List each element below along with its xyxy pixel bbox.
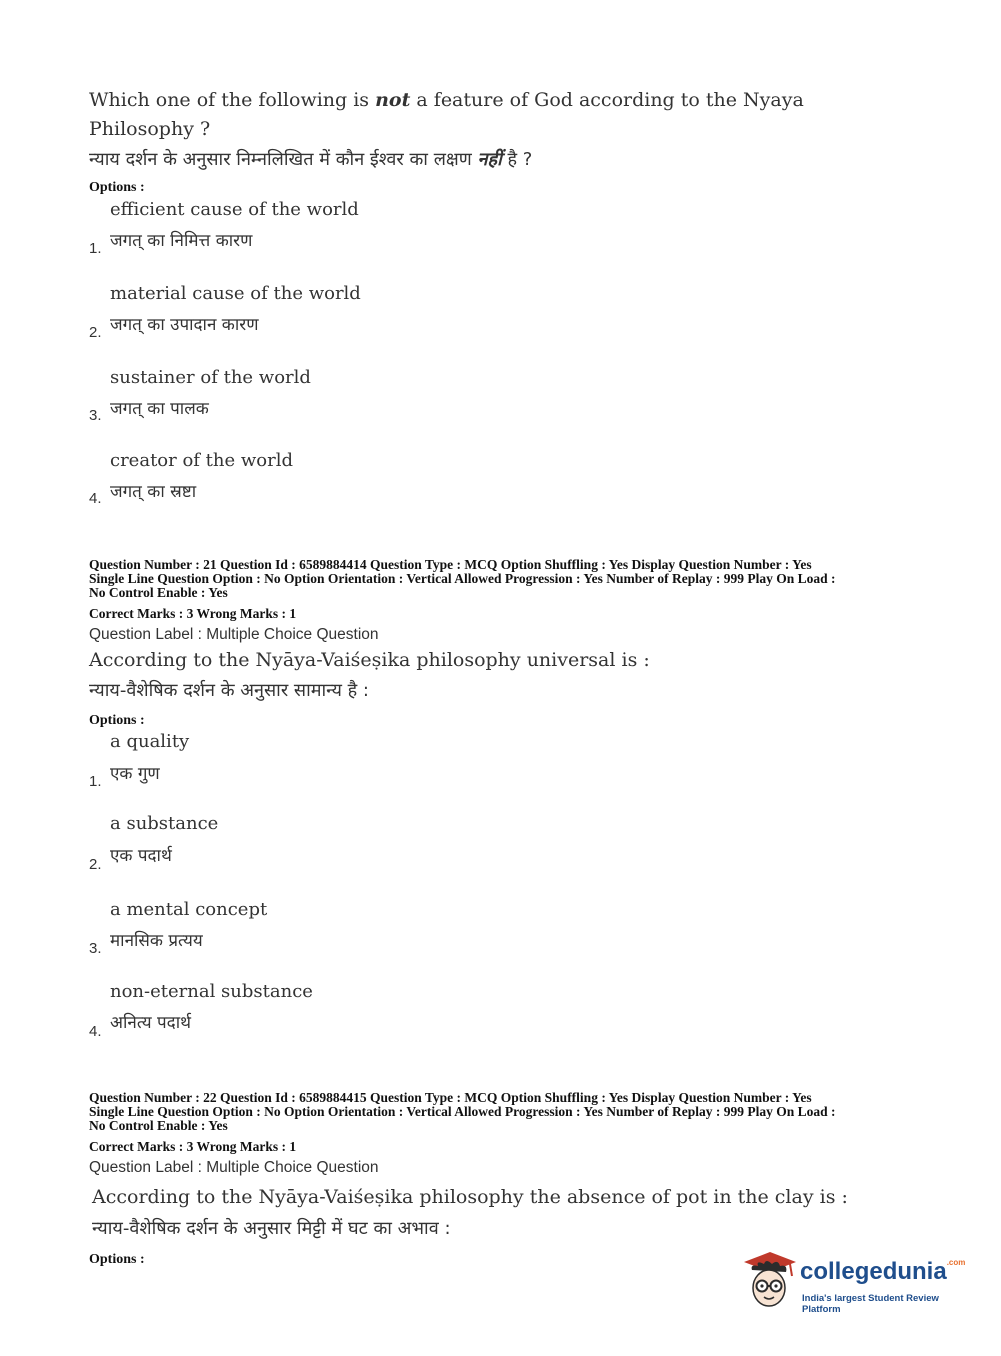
question-meta: Single Line Question Option : No Option Orientation : Vertical Allowed Progression : Yes Number of Replay : 999 Play On Load : (89, 571, 836, 586)
option-number: 1. (89, 773, 102, 790)
option-text-en: material cause of the world (110, 283, 361, 304)
question-22-text-en: According to the Nyāya-Vaiśeṣika philosophy the absence of pot in the clay is : (92, 1186, 848, 1208)
option-text-hi: अनित्य पदार्थ (110, 1013, 191, 1033)
mascot-icon (742, 1250, 798, 1310)
option-text-en: creator of the world (110, 450, 294, 471)
options-label: Options : (89, 1252, 145, 1267)
question-meta: Single Line Question Option : No Option Orientation : Vertical Allowed Progression : Yes Number of Replay : 999 Play On Load : (89, 1104, 836, 1119)
question-21-text-en: According to the Nyāya-Vaiśeṣika philosophy universal is : (89, 649, 650, 671)
option-text-en: non-eternal substance (110, 981, 313, 1002)
question-21-text-hi: न्याय-वैशेषिक दर्शन के अनुसार सामान्य है : (89, 680, 369, 701)
logo-name: collegedunia (800, 1258, 947, 1285)
question-20-text-en-line2: Philosophy ? (89, 118, 211, 140)
collegedunia-logo (742, 1250, 972, 1314)
question-20-text-part: Which one of the following is (89, 89, 376, 111)
question-marks: Correct Marks : 3 Wrong Marks : 1 (89, 606, 297, 621)
logo-wordmark (800, 1258, 965, 1286)
option-number: 1. (89, 240, 102, 257)
option-text-hi: मानसिक प्रत्यय (110, 931, 203, 951)
option-text-hi: जगत् का निमित्त कारण (110, 231, 253, 251)
logo-suffix: .com (946, 1258, 966, 1267)
question-meta: Question Number : 21 Question Id : 6589884414 Question Type : MCQ Option Shuffling : Yes Display Question Number : Yes (89, 557, 812, 572)
question-20-text-part: a feature of God according to the Nyaya (410, 89, 804, 111)
option-number: 4. (89, 1023, 102, 1040)
option-number: 4. (89, 490, 102, 507)
question-20-hi-emphasis: नहीं (477, 149, 502, 170)
option-text-hi: जगत् का स्रष्टा (110, 482, 197, 502)
question-22-text-hi: न्याय-वैशेषिक दर्शन के अनुसार मिट्टी में घट का अभाव : (92, 1218, 451, 1239)
option-text-hi: जगत् का उपादान कारण (110, 315, 259, 335)
question-20-hi-part: है ? (501, 149, 533, 170)
options-label: Options : (89, 180, 145, 195)
question-20-text-en (89, 89, 804, 111)
option-number: 2. (89, 324, 102, 341)
question-20-emphasis: not (375, 89, 411, 111)
option-number: 3. (89, 940, 102, 957)
logo-tagline: India's largest Student Review Platform (802, 1293, 939, 1315)
option-text-hi: एक गुण (110, 764, 160, 784)
question-meta: No Control Enable : Yes (89, 1118, 228, 1133)
option-text-en: sustainer of the world (110, 367, 311, 388)
option-text-en: a mental concept (110, 899, 268, 920)
option-number: 3. (89, 407, 102, 424)
option-text-hi: जगत् का पालक (110, 399, 209, 419)
question-meta: Question Number : 22 Question Id : 6589884415 Question Type : MCQ Option Shuffling : Yes Display Question Number : Yes (89, 1090, 812, 1105)
option-text-en: a quality (110, 731, 190, 752)
question-20-text-hi (89, 147, 532, 171)
option-number: 2. (89, 856, 102, 873)
option-text-en: a substance (110, 813, 219, 834)
question-label: Question Label : Multiple Choice Question (89, 626, 379, 643)
question-meta: No Control Enable : Yes (89, 585, 228, 600)
option-text-en: efficient cause of the world (110, 199, 359, 220)
options-label: Options : (89, 713, 145, 728)
option-text-hi: एक पदार्थ (110, 846, 172, 866)
question-marks: Correct Marks : 3 Wrong Marks : 1 (89, 1139, 297, 1154)
question-label: Question Label : Multiple Choice Question (89, 1159, 379, 1176)
question-20-hi-part: न्याय दर्शन के अनुसार निम्नलिखित में कौन ईश्वर का लक्षण (89, 149, 478, 170)
